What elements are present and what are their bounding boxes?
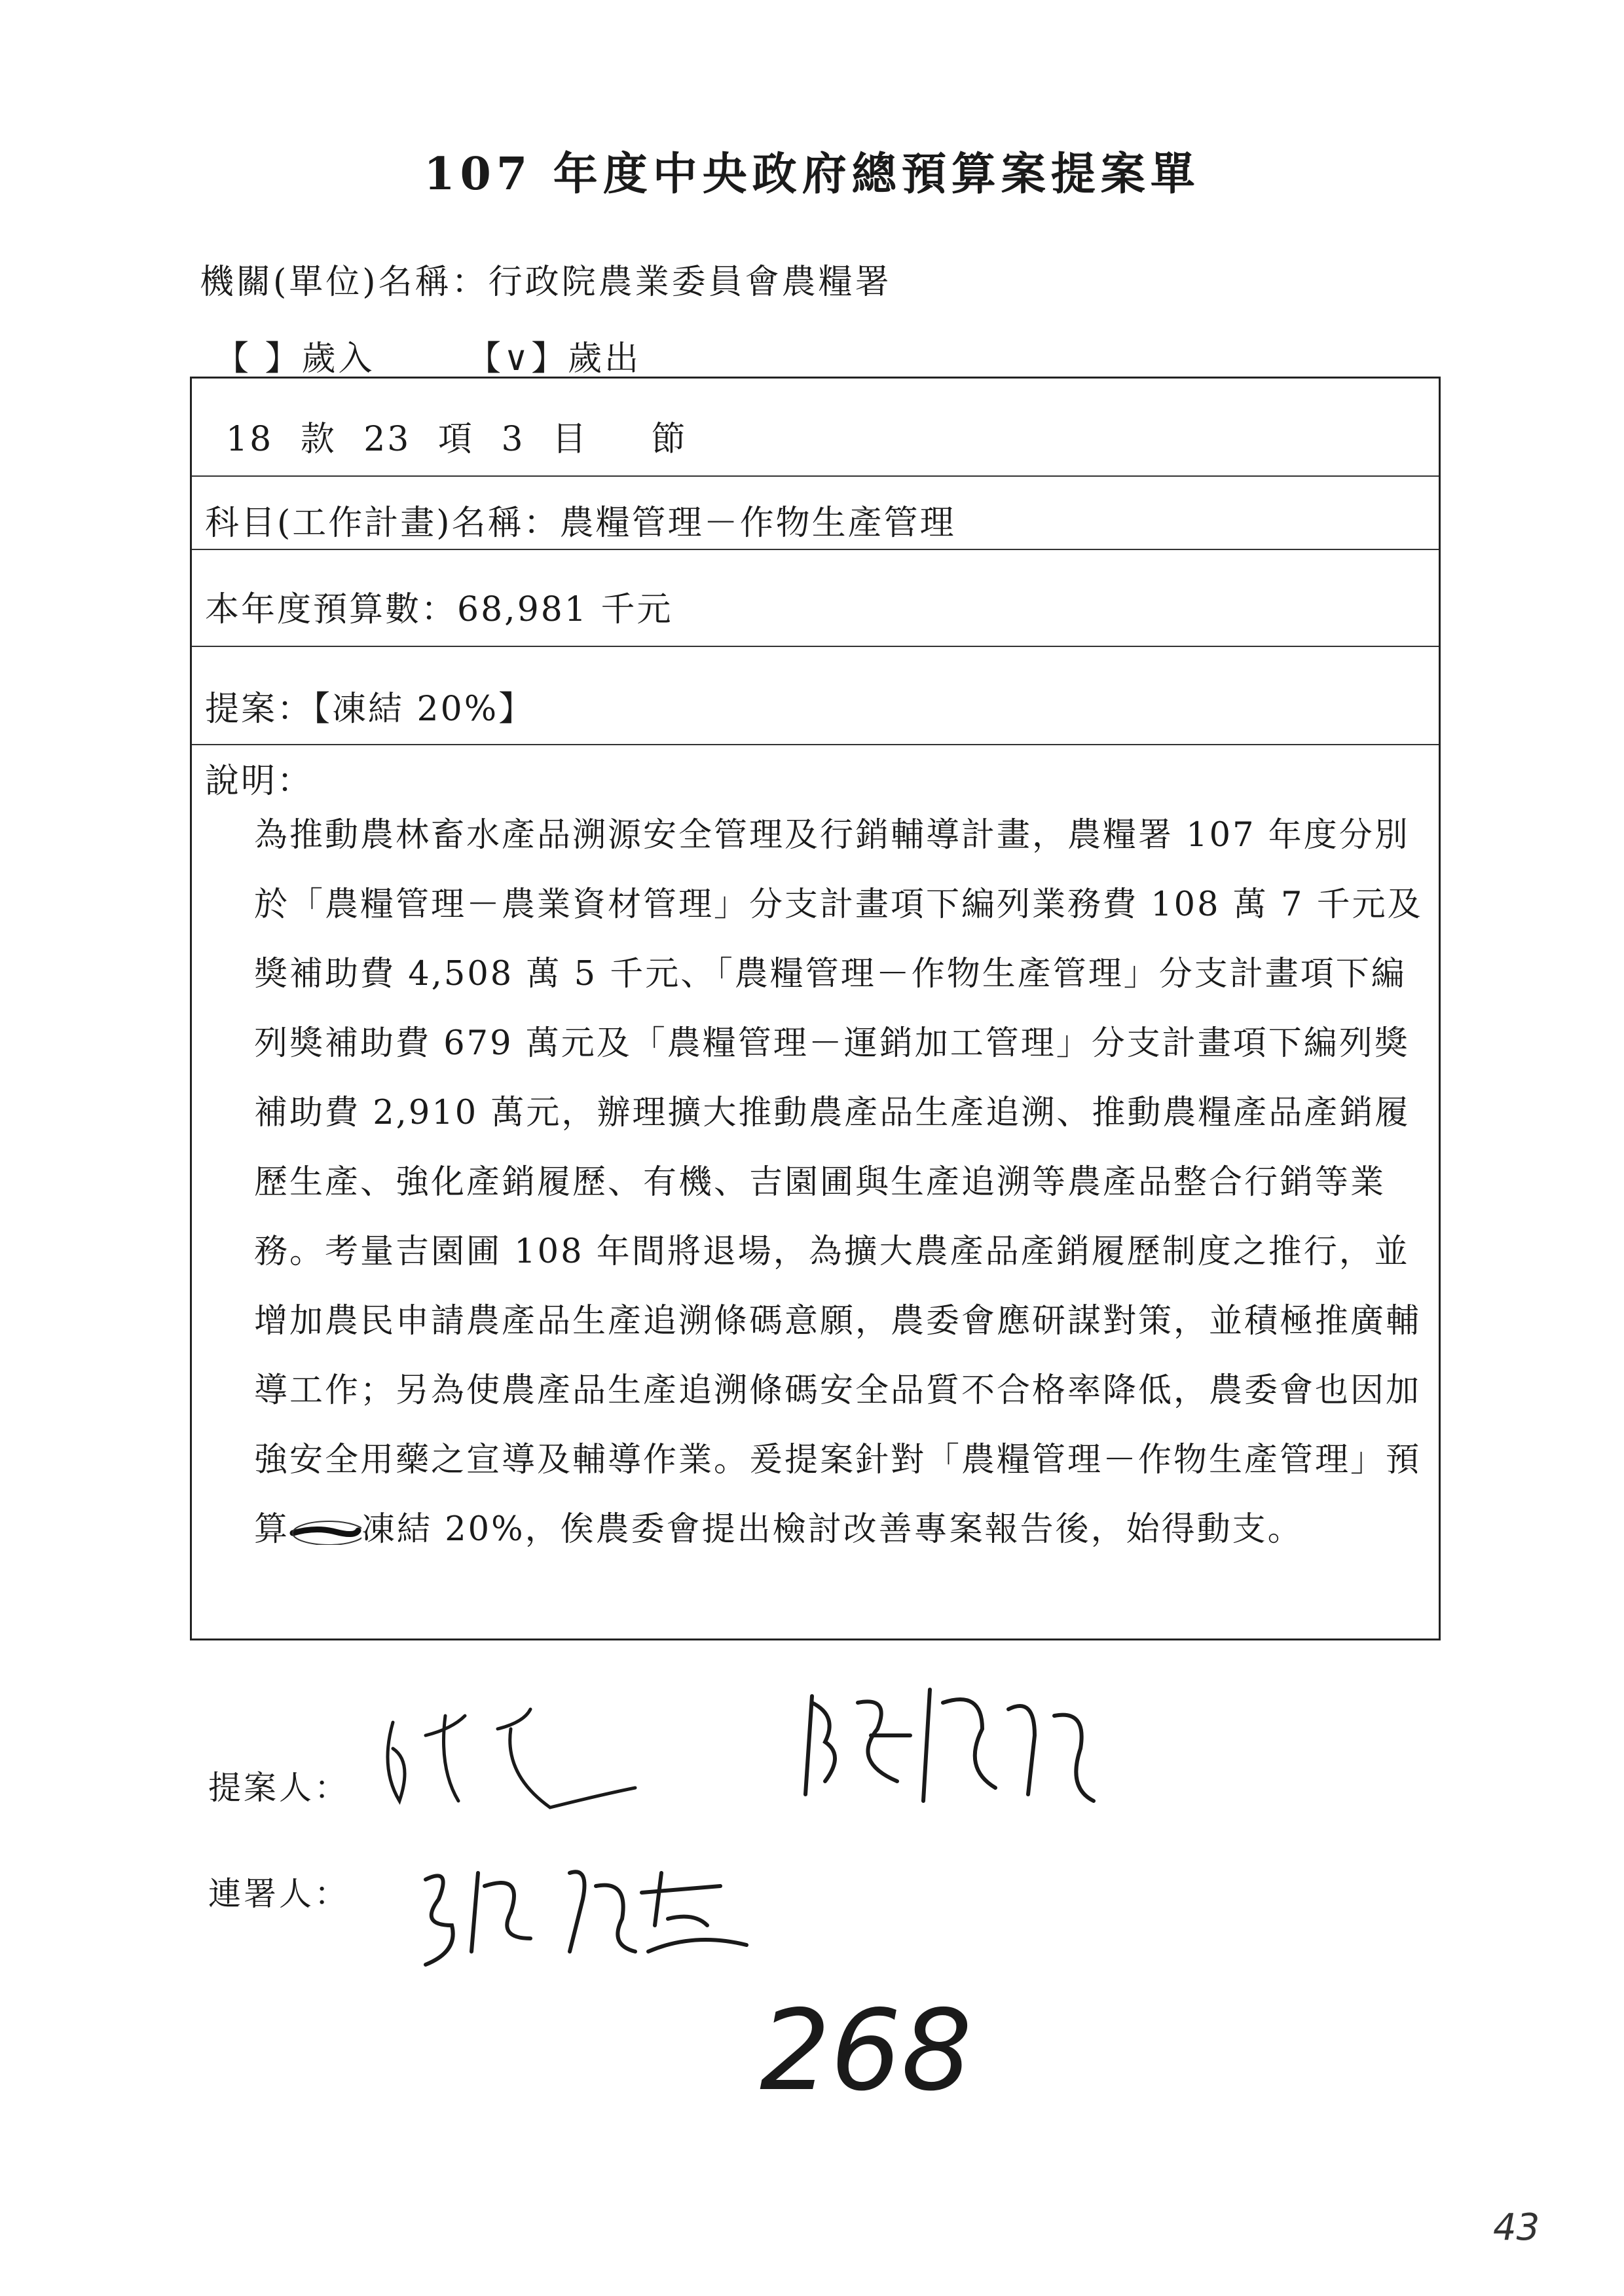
page-number — [1486, 2200, 1565, 2253]
program-name-row — [192, 477, 1439, 550]
description-body — [254, 801, 1426, 1565]
budget-type — [215, 331, 641, 380]
proposer-signature — [388, 1709, 635, 1807]
cosigner-signature-1 — [805, 1690, 1094, 1801]
revenue-checkbox-label: 【 】歲入 — [215, 339, 375, 379]
budget-amount-row — [192, 550, 1439, 647]
subject-codes-row — [192, 379, 1439, 477]
proposer-label: 提案人： — [208, 1769, 350, 1807]
expenditure-checkbox-label: 【∨】歲出 — [467, 339, 642, 379]
subject-codes: 18 款 23 項 3 目 節 — [226, 420, 688, 459]
budget-amount: 本年度預算數：68,981 千元 — [205, 590, 673, 629]
proposal-text: 提案：【凍結 20%】 — [205, 690, 535, 729]
description-text-part1: 為推動農林畜水產品溯源安全管理及行銷輔導計畫，農糧署 107 年度分別於「農糧管理－農業資材管理」分支計畫項下編列業務費 108 萬 7 千元及獎補助費 4,508 萬 5 千元、「農糧管理－作物生產管理」分支計畫項下編列獎補助費 679 萬元及「農糧管理－運銷加工管理」分支計畫項下編列獎補助費 2,910 萬元，辦理擴大推動農產品生產追溯、推動農糧產品產銷履歷生產、強化產銷履歷、有機、吉園圃與生產追溯等農產品整合行銷等業務。考量吉園圃 108 年間將退場，為擴大農產品產銷履歷制度之推行，並增加農民申請農產品生產追溯條碼意願，農委會應研謀對策，並積極推廣輔導工作；另為使農產品生產追溯條碼安全品質不合格率降低，農委會也因加強安全用藥之宣導及輔導作業。爰提案針對「農糧管理－作物生產管理」預算 — [254, 816, 1423, 1549]
document-title: 107 年度中央政府總預算案提案單 — [424, 148, 1200, 200]
handwritten-number-text: 268 — [760, 1986, 972, 2116]
handwritten-number — [753, 1978, 1028, 2122]
handwritten-signatures — [354, 1676, 1139, 2004]
proposal-row — [192, 647, 1439, 745]
description-text-part2: 凍結 20%，俟農委會提出檢討改善專案報告後，始得動支。 — [361, 1510, 1303, 1549]
page-number-text: 43 — [1493, 2206, 1540, 2249]
cosigner-label: 連署人： — [208, 1875, 350, 1913]
program-name: 科目(工作計畫)名稱：農糧管理－作物生產管理 — [205, 504, 956, 543]
agency-name: 機關(單位)名稱：行政院農業委員會農糧署 — [200, 263, 892, 302]
cosigner-signature-2 — [426, 1872, 747, 1965]
handwritten-strikeout-mark — [289, 1519, 361, 1545]
description-label: 說明： — [205, 762, 314, 801]
proposal-form-table — [190, 377, 1441, 1640]
description-row — [192, 745, 1439, 1642]
